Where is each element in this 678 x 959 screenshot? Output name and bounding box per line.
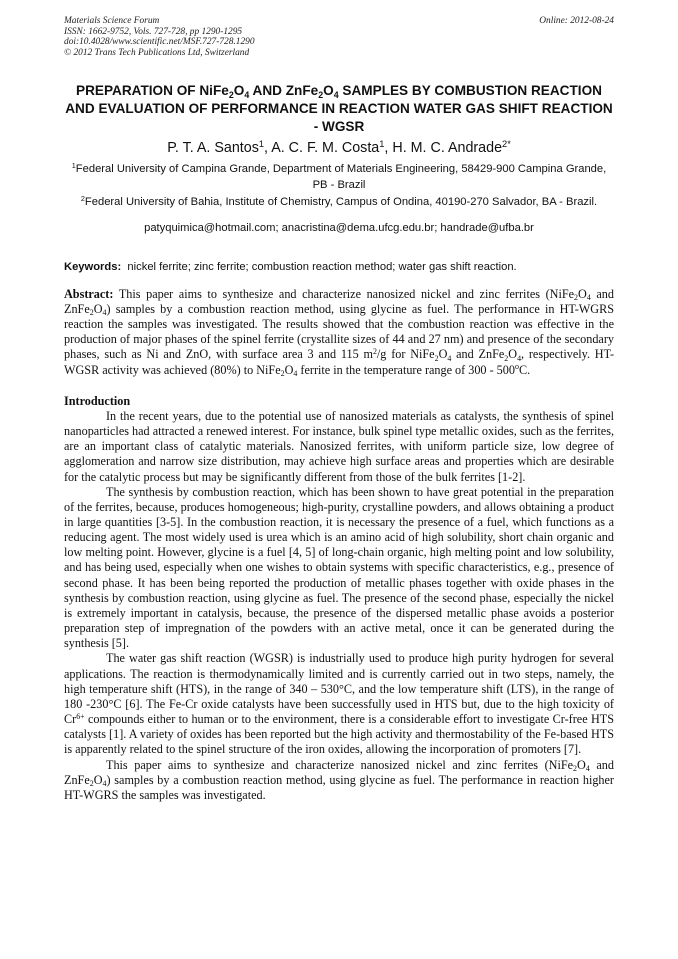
author-list: P. T. A. Santos$^1$, A. C. F. M. Costa$^1$, H. M. C. Andrade$^{2*}$ [167,138,511,156]
journal-issn: ISSN: 1662-9752, Vols. 727-728, pp 1290-1295 [64,26,243,37]
introduction-paragraph-3: The water gas shift reaction (WGSR) is industrially used to produce high purity hydrogen for several applications. The reaction is thermodynamically limited and is currently carried out in two steps, namely, the high temperature shift (HTS), in the range of 340 – 530°C, and the low temperature shift (LTS), in the range of 180 -230°C [6]. The Fe-Cr oxide catalysts have been successfully used in HTS but, due to the high toxicity of $Cr^{6+}$ compounds either to human or to the environment, there is a considerable effort to investigate Cr-free HTS catalysts [1]. A variety of oxides has been reported but the high activity and thermostability of the Fe-based HTS is apparently related to the spinel structure of the iron oxides, allowing the incorporation of promoters [7]. [64,651,614,757]
abstract: Abstract: This paper aims to synthesize and characterize nanosized nickel and zinc ferrites ($NiFe_2O_4$ and $ZnFe_2O_4$) samples by a combustion reaction method, using glycine as fuel. The performance in HT-WGRS reaction the samples was investigated. The results showed that the combustion reaction was effective in the production of major phases of the spinel ferrite (crystallite sizes of 44 and 27 nm) and presence of the secondary phases, such as Ni and ZnO, with surface area 3 and 115 $m^2/g$ for $NiFe_2O_4$ and $ZnFe_2O_4$, respectively. HT- WGSR activity was achieved (80%) to $NiFe_2O_4$ ferrite in the temperature range of 300 - 500$^o$C. [64,286,614,378]
journal-header [64,16,614,58]
journal-copyright: © 2012 Trans Tech Publications Ltd, Switzerland [64,47,250,58]
affiliation-2: $^2$Federal University of Bahia, Institute of Chemistry, Campus of Ondina, 40190-270 Salvador, BA - Brazil. [80,194,598,208]
introduction-heading: Introduction [64,393,131,408]
abstract-label: Abstract: [64,286,114,301]
keywords [64,260,614,274]
journal-name: Materials Science Forum [64,16,160,26]
introduction-paragraph-1: In the recent years, due to the potential use of nanosized materials as catalysts, the synthesis of spinel nanoparticles had attracted a renewed interest. For instance, bulk spinel type metallic oxides, such as the ferrites, are an important class of catalytic materials. Nanosized ferrites, with uniform particle size, low degree of agglomeration and narrow size distribution, may achieve high surface areas and properties which are desirable for the catalytic process but may be significantly different from those of the bulk ferrites [1-2]. [64,408,614,484]
journal-doi: doi:10.4028/www.scientific.net/MSF.727-728.1290 [64,37,255,47]
author-emails: patyquimica@hotmail.com; anacristina@dema.ufcg.edu.br; handrade@ufba.br [144,221,534,234]
introduction-paragraph-2: The synthesis by combustion reaction, which has been shown to have great potential in the preparation of the ferrites, because, produces homogeneous; high-purity, crystalline powders, and allows obtaining a product in large quantities [3-5]. In the combustion reaction, it is necessary the presence of a fuel, which functions as a reducing agent. The most widely used is urea which is an amino acid of high solubility, short chain organic and low melting point. However, glycine is a fuel [4, 5] of long-chain organic, high melting point and low solubility, and has being used, especially when one wishes to obtain systems with specific characteristics, e.g., presence of second phase. It has been being reported the production of metallic phases together with oxide phases in the synthesis by combustion reaction, using glycine as fuel. The presence of the second phase, especially the nickel is extremely important in catalysis, because, the presence of the dispersed metallic phase avoids a posterior preparation step of impregnation of the powders with an active metal, once it can be generated during the synthesis [5]. [64,484,614,651]
paper-title: PREPARATION OF $NiFe_2O_4$ AND $ZnFe_2O_4$ SAMPLES BY COMBUSTION REACTION AND EVALUATION OF PERFORMANCE IN REACTION WATER GAS SHIFT REACTION - WGSR [65,83,613,134]
affiliation-1: $^1$Federal University of Campina Grande, Department of Materials Engineering, 58429-900 Campina Grande, PB - Brazil [71,161,607,191]
keywords-text: nickel ferrite; zinc ferrite; combustion reaction method; water gas shift reaction. [127,260,517,273]
online-date: Online: 2012-08-24 [539,16,614,26]
introduction-paragraph-4: This paper aims to synthesize and characterize nanosized nickel and zinc ferrites ($NiFe_2O_4$ and $ZnFe_2O_4$) samples by a combustion reaction method, using glycine as fuel. The performance in reaction higher HT-WGRS the samples was investigated. [64,757,614,802]
keywords-label: Keywords: [64,260,122,273]
